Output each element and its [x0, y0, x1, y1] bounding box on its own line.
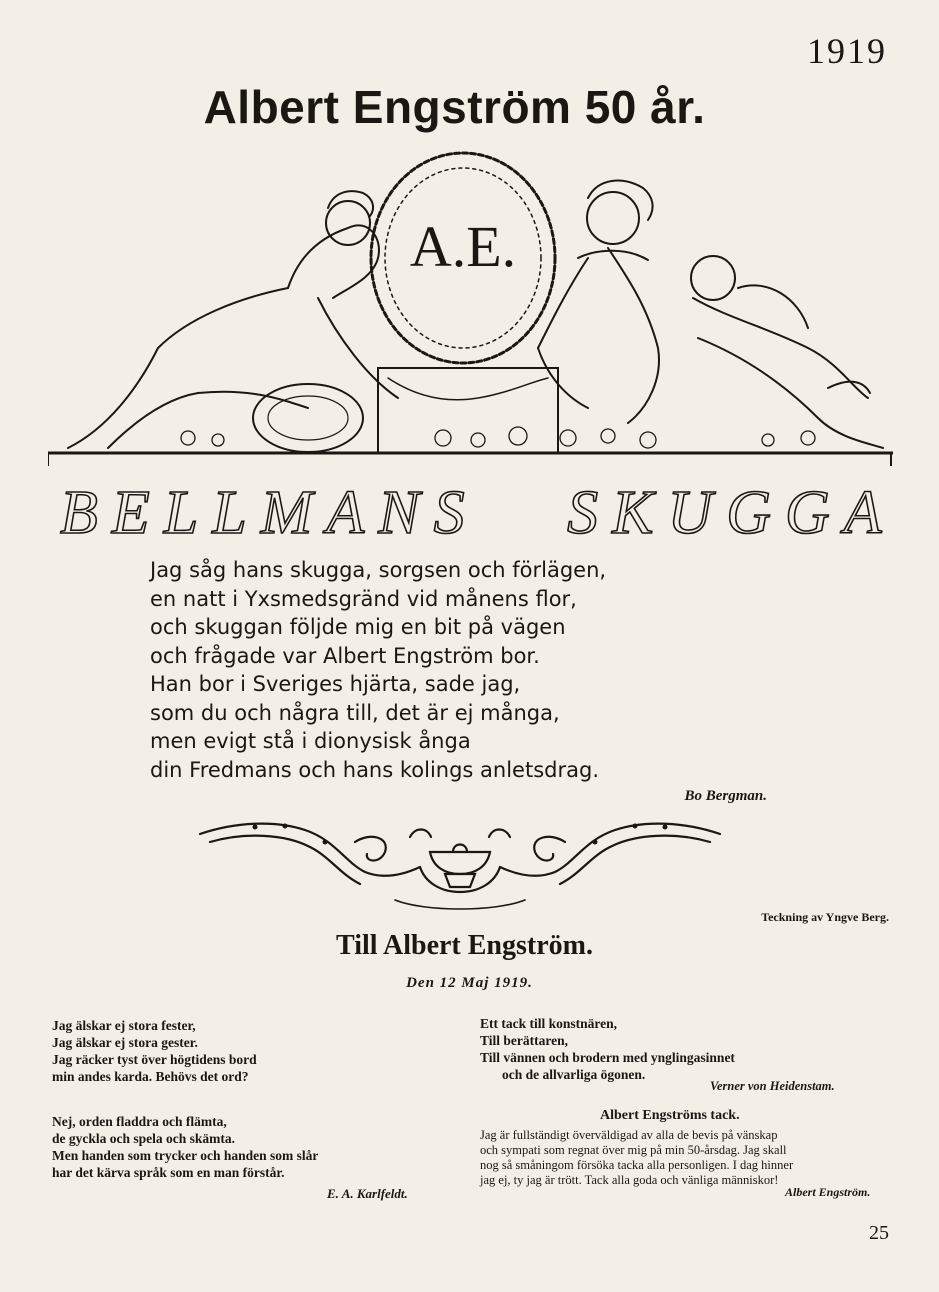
thanks-line: Jag är fullständigt överväldigad av alla de bevis på vänskap: [480, 1128, 778, 1142]
thanks-text: [480, 1128, 892, 1188]
karlfeldt-author: E. A. Karlfeldt.: [327, 1186, 408, 1201]
thanks-line: och sympati som regnat över mig på min 50-årsdag. Jag skall: [480, 1143, 787, 1157]
section-date: Den 12 Maj 1919.: [406, 975, 533, 991]
poem-line: Jag såg hans skugga, sorgsen och förlägen,: [150, 558, 607, 582]
verse-line: Nej, orden fladdra och flämta,: [52, 1114, 227, 1129]
thanks-line: jag ej, ty jag är trött. Tack alla goda och vänliga människor!: [480, 1173, 779, 1187]
poem-line: men evigt stå i dionysisk ånga: [150, 729, 471, 753]
verse-line: Till vännen och brodern med ynglingasinnet: [480, 1050, 735, 1065]
poem-line: som du och några till, det är ej många,: [150, 700, 560, 725]
drawing-credit: Teckning av Yngve Berg.: [761, 910, 889, 924]
verse-line: Ett tack till konstnären,: [480, 1016, 618, 1031]
verse-line: Men handen som trycker och handen som slår: [52, 1148, 319, 1163]
urn-ornament: [195, 812, 725, 916]
poem-title-left: BELLMANS: [60, 479, 479, 547]
bellman-illustration: [48, 148, 893, 466]
poem-author: Bo Bergman.: [684, 788, 767, 804]
verse-line: min andes karda. Behövs det ord?: [52, 1069, 249, 1084]
page-title: Albert Engström 50 år.: [203, 81, 706, 133]
heidenstam-verse: [480, 1015, 735, 1083]
verse-line: de gyckla och spela och skämta.: [52, 1131, 236, 1146]
bellman-poem: [150, 556, 790, 784]
monogram: A.E.: [409, 214, 517, 279]
verse-line: Jag älskar ej stora gester.: [52, 1035, 198, 1050]
poem-line: din Fredmans och hans kolings anletsdrag.: [150, 757, 599, 782]
thanks-heading: Albert Engströms tack.: [600, 1108, 740, 1123]
thanks-author: Albert Engström.: [785, 1185, 871, 1199]
poem-title-right: SKUGGA: [567, 479, 896, 547]
year: 1919: [807, 31, 887, 71]
poem-line: en natt i Yxsmedsgränd vid månens flor,: [150, 586, 577, 611]
karlfeldt-stanza-2: [52, 1113, 318, 1181]
verse-line: Jag räcker tyst över högtidens bord: [52, 1052, 257, 1067]
thanks-line: nog så småningom försöka tacka alla personligen. I dag hinner: [480, 1158, 794, 1172]
verse-line: har det kärva språk som en man förstår.: [52, 1165, 285, 1180]
poem-line: Han bor i Sveriges hjärta, sade jag,: [150, 672, 521, 696]
section-title: Till Albert Engström.: [336, 930, 593, 961]
verse-line: och de allvarliga ögonen.: [502, 1067, 646, 1082]
poem-line: och frågade var Albert Engström bor.: [150, 643, 540, 668]
heidenstam-author: Verner von Heidenstam.: [710, 1079, 835, 1093]
poem-line: och skuggan följde mig en bit på vägen: [150, 615, 566, 639]
poem-title: [60, 478, 896, 549]
verse-line: Till berättaren,: [480, 1033, 568, 1048]
verse-line: Jag älskar ej stora fester,: [52, 1018, 196, 1033]
page-number: 25: [869, 1222, 889, 1244]
karlfeldt-stanza-1: [52, 1017, 257, 1085]
